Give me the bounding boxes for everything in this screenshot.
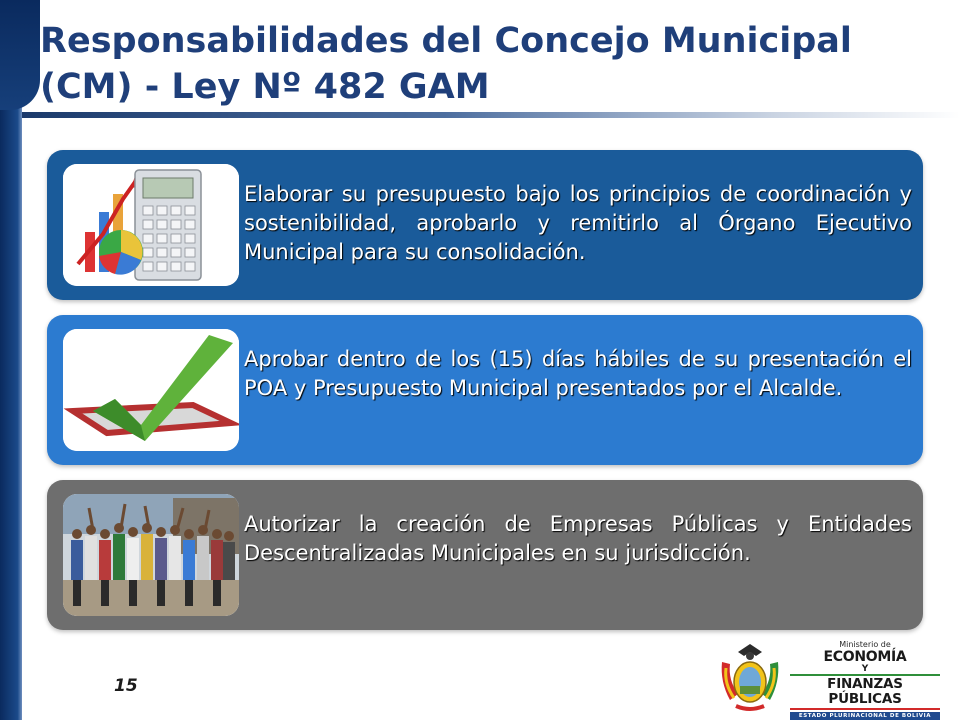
logo-bar-red [790, 708, 940, 710]
slide-number: 15 [114, 676, 138, 696]
coat-of-arms-icon [718, 642, 782, 714]
responsibility-card-1 [47, 150, 923, 300]
logo-line-y: Y [861, 664, 869, 674]
checkmark-icon [63, 329, 239, 451]
logo-line-ministerio: Ministerio de [839, 640, 891, 649]
group-photo-icon [63, 494, 239, 616]
title-divider [22, 112, 960, 118]
left-band-top [0, 0, 40, 110]
logo-line-estado: ESTADO PLURINACIONAL DE BOLIVIA [790, 712, 940, 720]
responsibility-text-1: Elaborar su presupuesto bajo los principios de coordinación y sostenibilidad, aprobarlo y remitirlo al Órgano Ejecutivo Municipal para su consolidación. [244, 182, 912, 264]
responsibility-text-3: Autorizar la creación de Empresas Públicas y Entidades Descentralizadas Municipales en su jurisdicción. [244, 512, 912, 565]
responsibility-card-3 [47, 480, 923, 630]
ministry-logo [790, 640, 940, 719]
responsibility-card-2 [47, 315, 923, 465]
logo-line-economia: ECONOMÍA [823, 649, 907, 665]
logo-line-finanzas: FINANZAS PÚBLICAS [827, 676, 903, 707]
slide-title: Responsabilidades del Concejo Municipal (CM) - Ley Nº 482 GAM [40, 21, 852, 107]
responsibility-text-2: Aprobar dentro de los (15) días hábiles de su presentación el POA y Presupuesto Municipal presentados por el Alcalde. [244, 347, 912, 400]
calculator-chart-icon [63, 164, 239, 286]
